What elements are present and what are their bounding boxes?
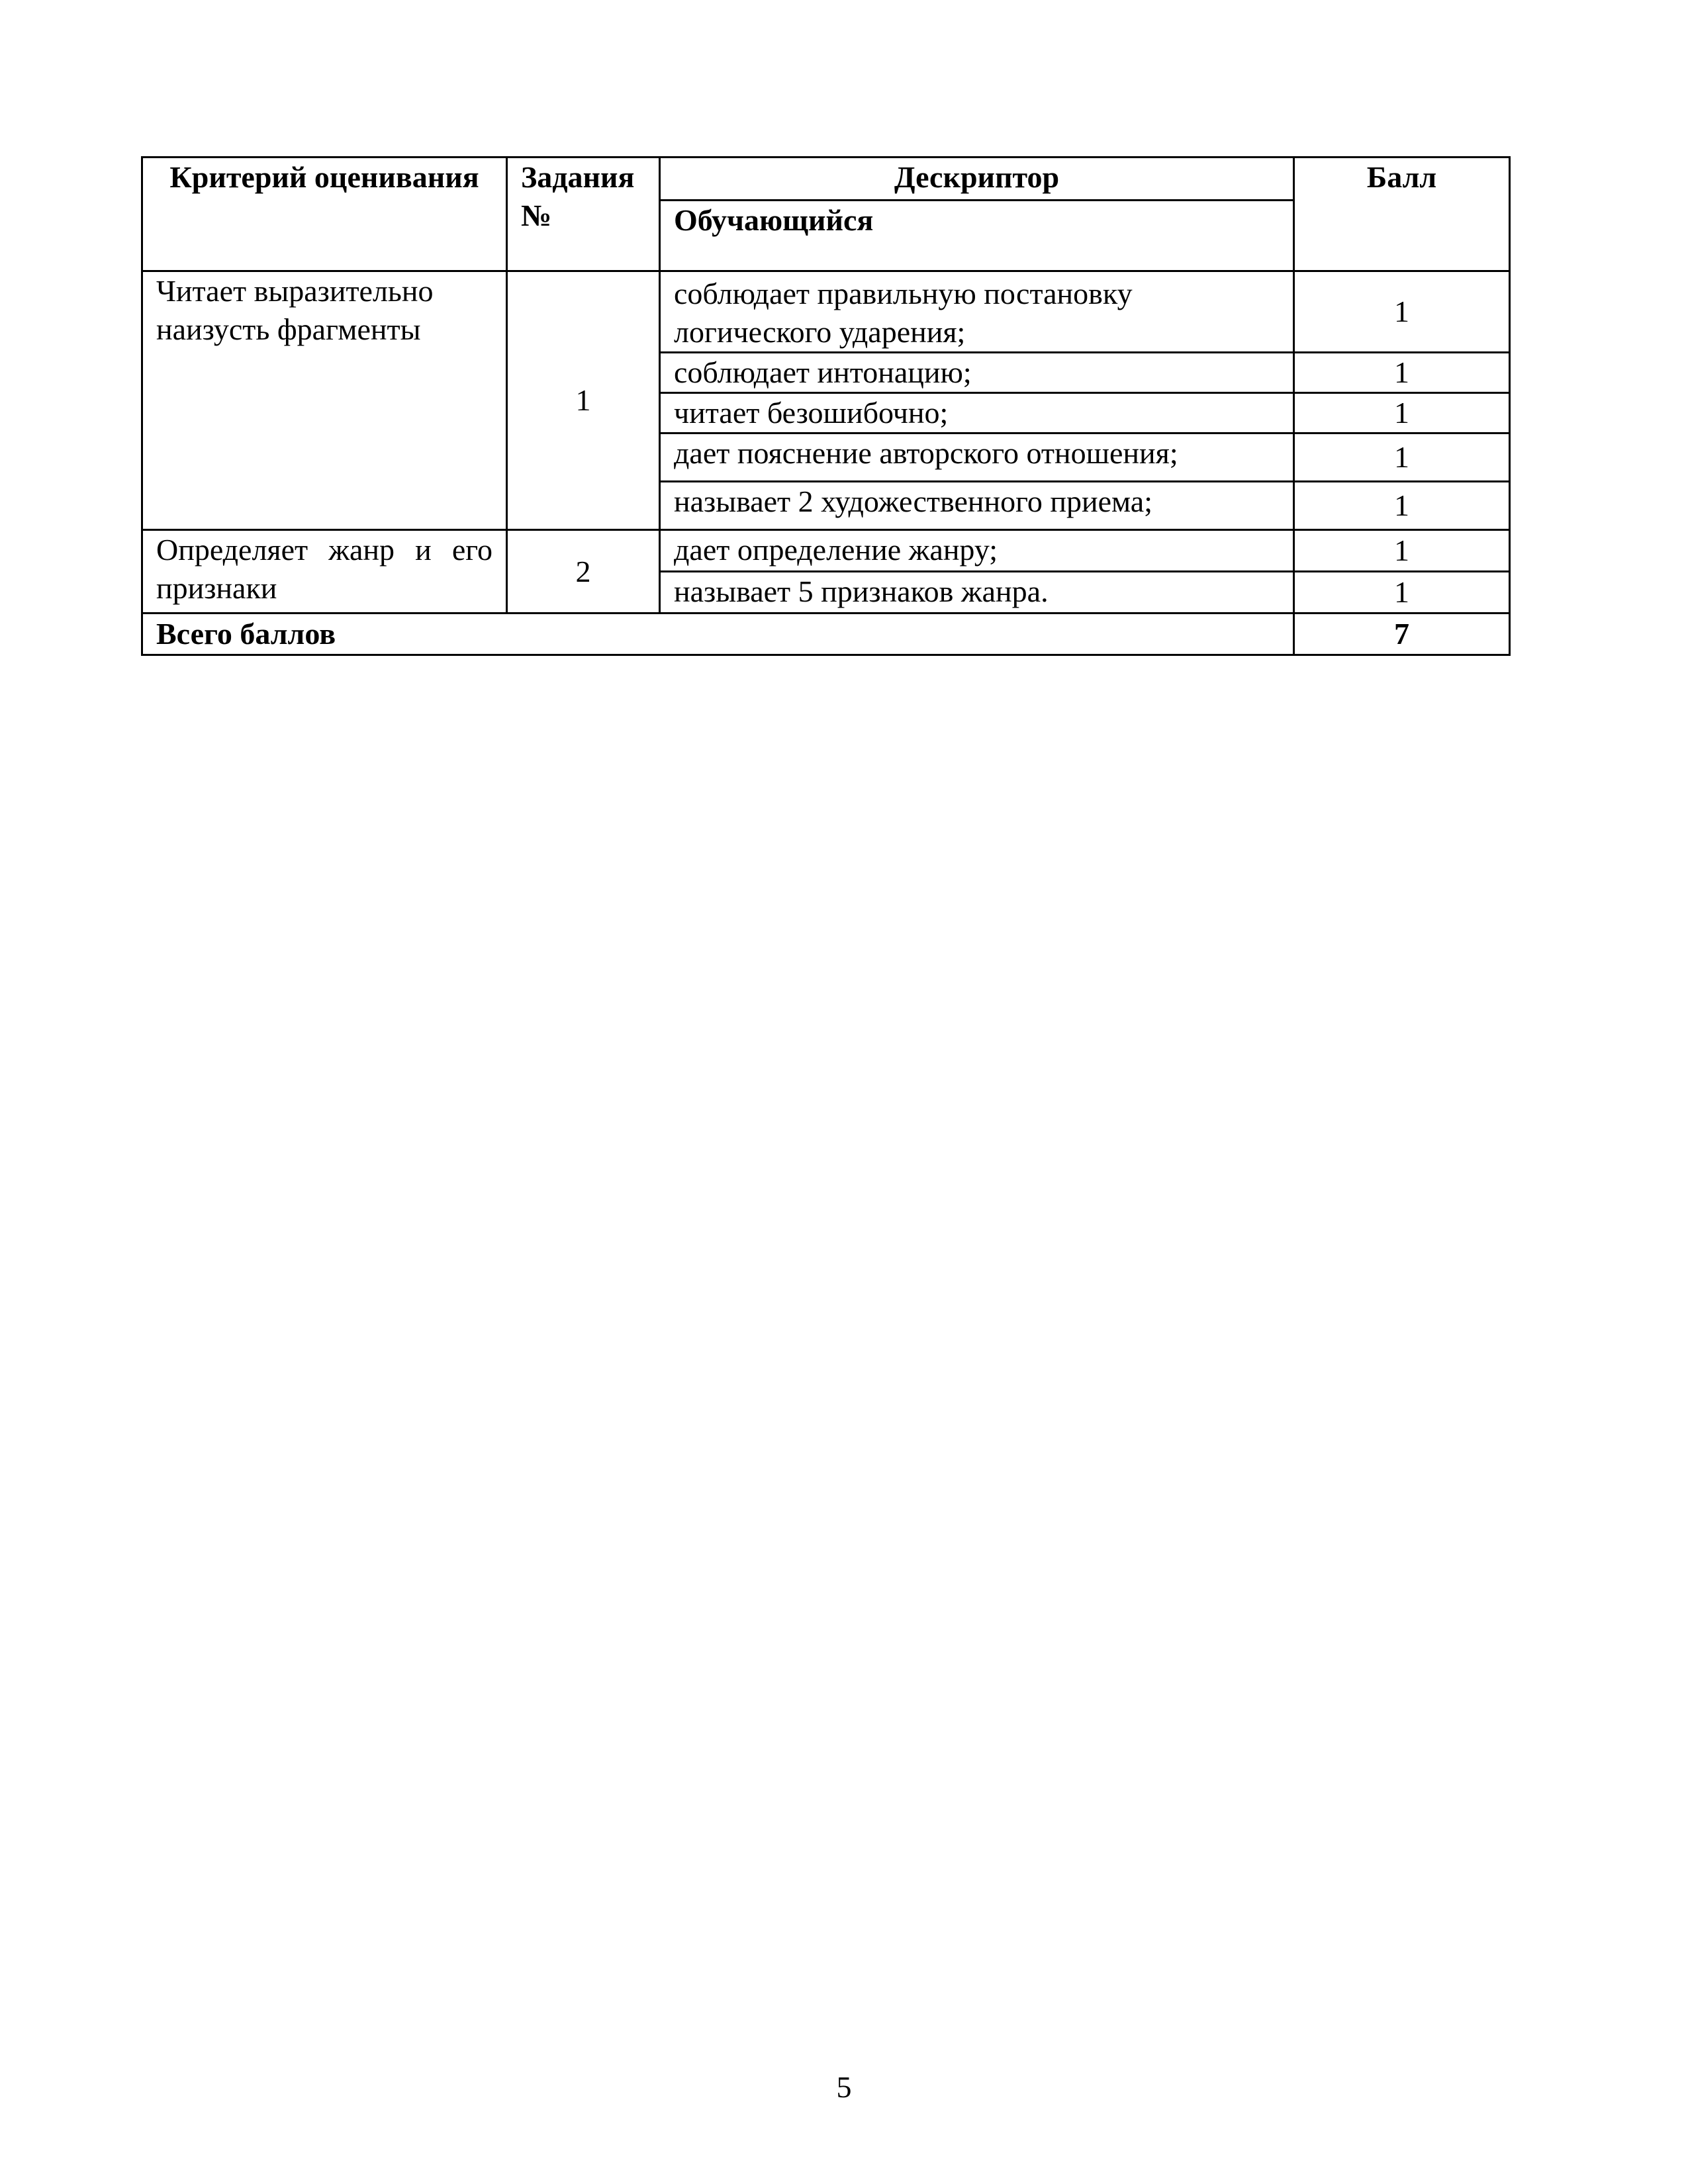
table-row [142, 271, 1510, 353]
total-row [142, 614, 1510, 655]
task-number-cell: 1 [507, 271, 660, 530]
header-row [142, 158, 1510, 201]
header-task: Задания № [507, 158, 660, 271]
header-score: Балл [1294, 158, 1510, 271]
header-descriptor: Дескриптор [660, 158, 1294, 201]
page-number: 5 [836, 2070, 852, 2104]
descriptor-cell: называет 2 художественного приема; [660, 482, 1294, 530]
descriptor-cell: дает пояснение авторского отношения; [660, 433, 1294, 482]
score-cell: 1 [1294, 482, 1510, 530]
descriptor-cell: называет 5 признаков жанра. [660, 572, 1294, 614]
criterion-cell: Определяет жанр и его признаки [142, 530, 507, 614]
descriptor-cell: соблюдает интонацию; [660, 353, 1294, 393]
score-cell: 1 [1294, 572, 1510, 614]
descriptor-cell: читает безошибочно; [660, 393, 1294, 433]
descriptor-cell: дает определение жанру; [660, 530, 1294, 572]
score-cell: 1 [1294, 271, 1510, 353]
descriptor-cell: соблюдает правильную постановку логического ударения; [660, 271, 1294, 353]
score-cell: 1 [1294, 393, 1510, 433]
score-cell: 1 [1294, 353, 1510, 393]
score-cell: 1 [1294, 433, 1510, 482]
header-descriptor-sub: Обучающийся [660, 201, 1294, 271]
assessment-table [141, 156, 1511, 656]
criterion-cell: Читает выразительно наизусть фрагменты [142, 271, 507, 530]
total-label: Всего баллов [142, 614, 1294, 655]
total-value: 7 [1294, 614, 1510, 655]
score-cell: 1 [1294, 530, 1510, 572]
table-row [142, 530, 1510, 572]
task-number-cell: 2 [507, 530, 660, 614]
header-criterion: Критерий оценивания [142, 158, 507, 271]
